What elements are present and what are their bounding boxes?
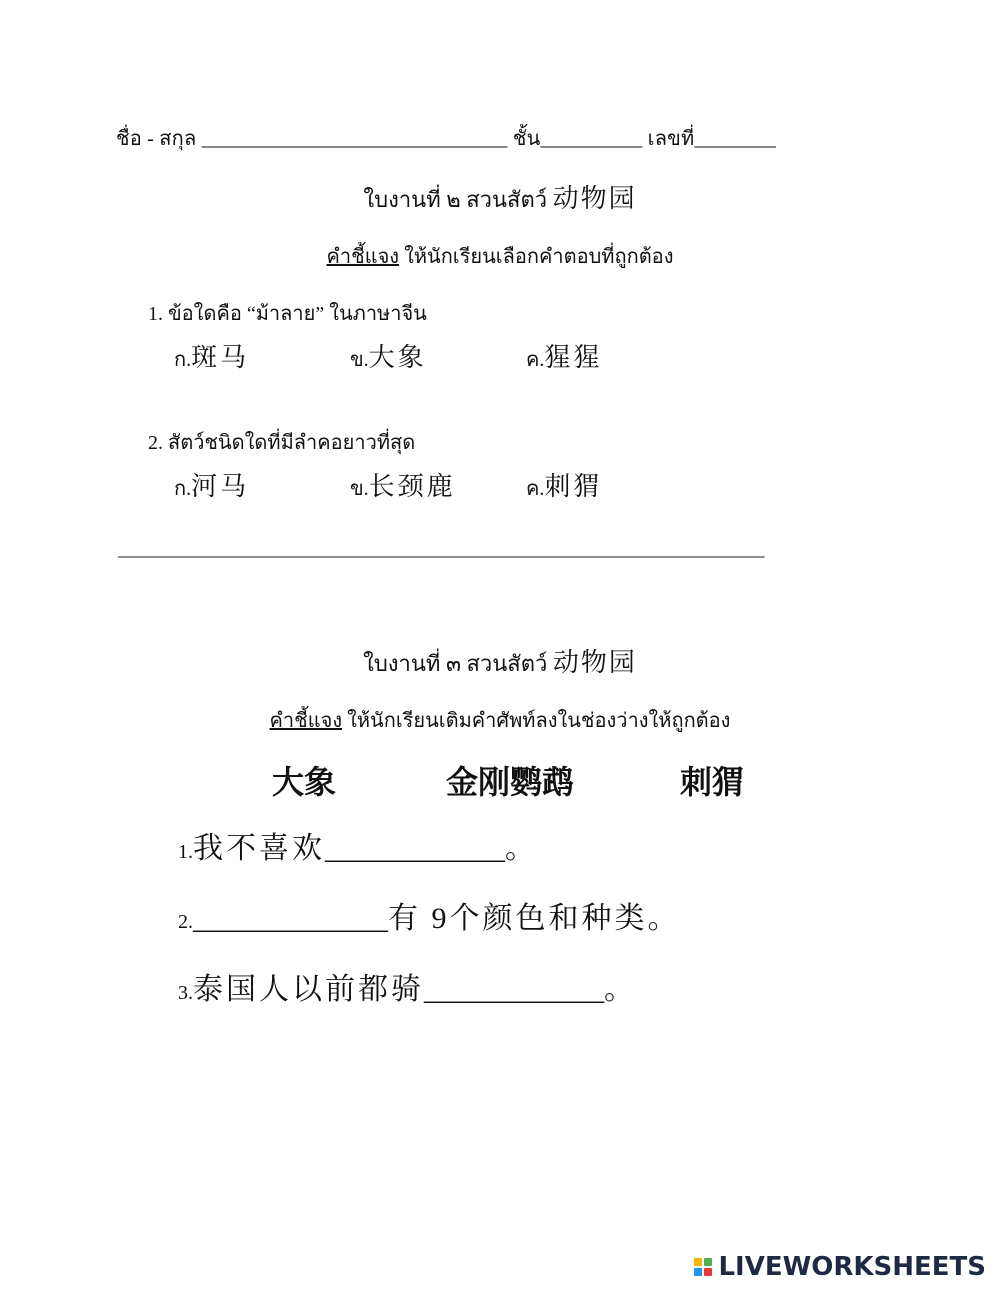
- worksheet-3-title-cn: 动物园: [552, 648, 637, 677]
- option-text: 大象: [368, 343, 427, 372]
- instruction-label: คำชี้แจง: [269, 710, 343, 732]
- question-2: 2. สัตว์ชนิดใดที่มีลำคอยาวที่สุด: [148, 432, 416, 454]
- word-bank-item[interactable]: 金刚鹦鹉: [446, 763, 575, 801]
- option-label: ค.: [526, 478, 545, 500]
- worksheet-3-title-th: ใบงานที่ ๓ สวนสัตว์: [363, 651, 548, 676]
- liveworksheets-logo: [694, 1252, 986, 1282]
- student-info-line: ชื่อ - สกุล ______________________________ ชั้น__________ เลขที่________: [116, 128, 777, 150]
- option-c[interactable]: [526, 337, 602, 375]
- option-text: 刺猬: [544, 472, 603, 501]
- sentence-number: 3.: [178, 982, 193, 1004]
- worksheet-2-instruction: [0, 240, 1000, 272]
- instruction-text: ให้นักเรียนเลือกคำตอบที่ถูกต้อง: [399, 246, 674, 268]
- instruction-label: คำชี้แจง: [326, 246, 400, 268]
- option-b[interactable]: [350, 337, 427, 375]
- logo-square: [694, 1268, 702, 1276]
- option-text: 猩猩: [544, 343, 603, 372]
- option-label: ข.: [350, 478, 369, 500]
- worksheet-2-title-cn: 动物园: [552, 184, 637, 213]
- option-text: 斑马: [191, 343, 250, 372]
- worksheet-3-title: [0, 642, 1000, 681]
- option-label: ก.: [174, 478, 192, 500]
- fill-sentence-3: [178, 964, 637, 1008]
- worksheet-2-title: [0, 178, 1000, 217]
- option-label: ข.: [350, 349, 369, 371]
- option-label: ค.: [526, 349, 545, 371]
- option-text: 长颈鹿: [368, 472, 456, 501]
- question-1: 1. ข้อใดคือ “ม้าลาย” ในภาษาจีน: [148, 303, 427, 325]
- logo-square: [704, 1258, 712, 1266]
- option-label: ก.: [174, 349, 192, 371]
- answer-blank[interactable]: ____________: [424, 973, 604, 1006]
- worksheet-3-instruction: [0, 704, 1000, 736]
- option-text: 河马: [191, 472, 250, 501]
- instruction-text: ให้นักเรียนเติมคำศัพท์ลงในช่องว่างให้ถูกต้อง: [342, 710, 731, 732]
- option-a[interactable]: [174, 337, 249, 375]
- sentence-before: 泰国人以前都骑: [193, 973, 424, 1006]
- liveworksheets-logo-icon: [694, 1258, 712, 1276]
- fill-sentence-2: [178, 893, 681, 937]
- sentence-before: 我不喜欢: [193, 832, 325, 865]
- option-b[interactable]: [350, 466, 456, 504]
- logo-square: [704, 1268, 712, 1276]
- option-c[interactable]: [526, 466, 602, 504]
- word-bank-item[interactable]: 刺猬: [680, 763, 745, 801]
- sentence-after: 有 9个颜色和种类。: [388, 902, 681, 935]
- fill-sentence-1: [178, 823, 538, 867]
- sentence-after: 。: [604, 973, 637, 1006]
- logo-square: [694, 1258, 702, 1266]
- sentence-number: 1.: [178, 841, 193, 863]
- answer-blank[interactable]: _____________: [193, 902, 388, 935]
- sentence-after: 。: [505, 832, 538, 865]
- answer-blank[interactable]: ____________: [325, 832, 505, 865]
- logo-text: LIVEWORKSHEETS: [718, 1252, 986, 1282]
- option-a[interactable]: [174, 466, 249, 504]
- word-bank-item[interactable]: 大象: [272, 763, 337, 801]
- sentence-number: 2.: [178, 911, 193, 933]
- section-divider: ____________________________________________________________________: [118, 538, 764, 560]
- worksheet-2-title-th: ใบงานที่ ๒ สวนสัตว์: [363, 187, 548, 212]
